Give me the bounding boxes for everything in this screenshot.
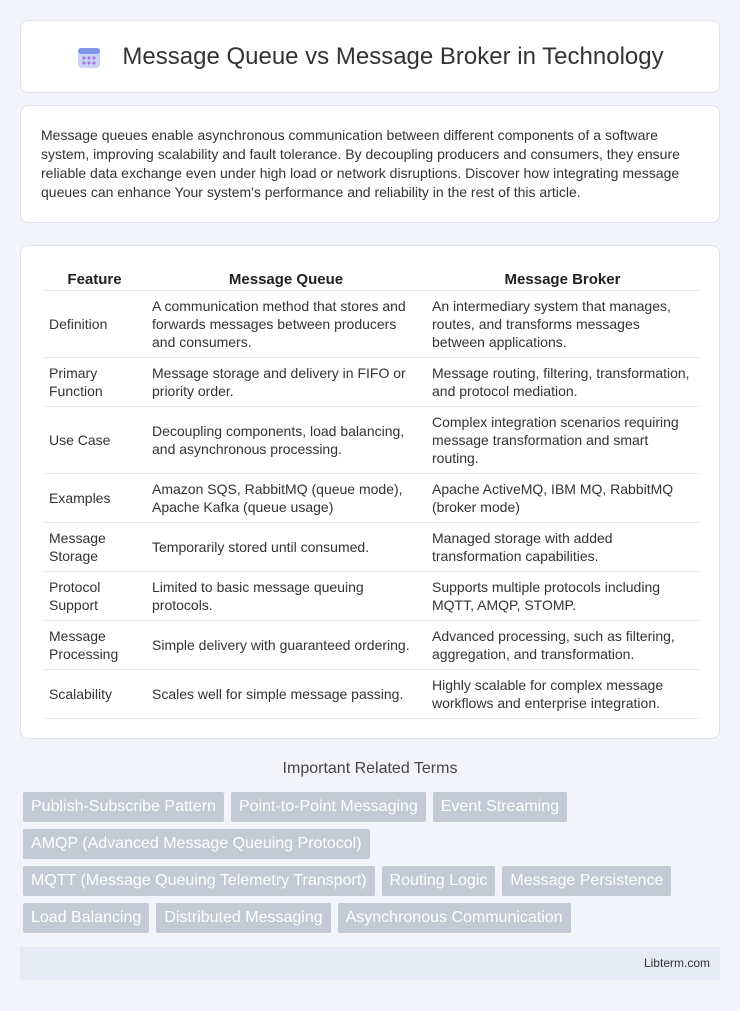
term-tag-amqp[interactable]: AMQP (Advanced Message Queuing Protocol) bbox=[23, 829, 370, 859]
term-tag-point-to-point[interactable]: Point-to-Point Messaging bbox=[231, 792, 426, 822]
broker-cell: Managed storage with added transformation capabilities. bbox=[426, 522, 699, 571]
feature-cell: Use Case bbox=[43, 406, 146, 473]
feature-cell: Message Storage bbox=[43, 522, 146, 571]
queue-cell: Scales well for simple message passing. bbox=[146, 669, 426, 718]
queue-cell: Decoupling components, load balancing, and asynchronous processing. bbox=[146, 406, 426, 473]
queue-cell: Limited to basic message queuing protocols. bbox=[146, 571, 426, 620]
table-row bbox=[43, 522, 699, 571]
related-terms bbox=[23, 792, 723, 940]
feature-cell: Scalability bbox=[43, 669, 146, 718]
comparison-card bbox=[20, 245, 720, 739]
table-row bbox=[43, 290, 699, 357]
table-row bbox=[43, 620, 699, 669]
table-row bbox=[43, 669, 699, 718]
queue-cell: Amazon SQS, RabbitMQ (queue mode), Apache Kafka (queue usage) bbox=[146, 473, 426, 522]
intro-text: Message queues enable asynchronous communication between different components of a software system, improving scalability and fault tolerance. By decoupling producers and consumers, they ensure reliable data exchange even under high load or network disruptions. Discover how integrating message queues can enhance Your system's performance and reliability in the rest of this article. bbox=[41, 127, 680, 200]
term-tag-publish-subscribe[interactable]: Publish-Subscribe Pattern bbox=[23, 792, 224, 822]
table-row bbox=[43, 571, 699, 620]
term-tag-event-streaming[interactable]: Event Streaming bbox=[433, 792, 567, 822]
broker-cell: An intermediary system that manages, routes, and transforms messages between applications. bbox=[426, 290, 699, 357]
comparison-table bbox=[43, 266, 699, 719]
column-header-message-queue: Message Queue bbox=[146, 266, 426, 290]
page-title: Message Queue vs Message Broker in Technology bbox=[122, 42, 664, 70]
term-tag-mqtt[interactable]: MQTT (Message Queuing Telemetry Transport) bbox=[23, 866, 375, 896]
related-terms-title: Important Related Terms bbox=[282, 760, 458, 777]
broker-cell: Message routing, filtering, transformation, and protocol mediation. bbox=[426, 357, 699, 406]
feature-cell: Message Processing bbox=[43, 620, 146, 669]
feature-cell: Primary Function bbox=[43, 357, 146, 406]
feature-cell: Definition bbox=[43, 290, 146, 357]
term-tag-distributed-messaging[interactable]: Distributed Messaging bbox=[156, 903, 330, 933]
feature-cell: Examples bbox=[43, 473, 146, 522]
table-row bbox=[43, 406, 699, 473]
broker-cell: Highly scalable for complex message workflows and enterprise integration. bbox=[426, 669, 699, 718]
queue-cell: Temporarily stored until consumed. bbox=[146, 522, 426, 571]
term-tag-asynchronous-communication[interactable]: Asynchronous Communication bbox=[338, 903, 571, 933]
footer-site-link[interactable]: Libterm.com bbox=[643, 956, 710, 970]
term-tag-load-balancing[interactable]: Load Balancing bbox=[23, 903, 149, 933]
table-header-row bbox=[43, 266, 699, 290]
table-row bbox=[43, 357, 699, 406]
queue-cell: Message storage and delivery in FIFO or priority order. bbox=[146, 357, 426, 406]
broker-cell: Supports multiple protocols including MQTT, AMQP, STOMP. bbox=[426, 571, 699, 620]
broker-cell: Advanced processing, such as filtering, aggregation, and transformation. bbox=[426, 620, 699, 669]
column-header-message-broker: Message Broker bbox=[426, 266, 699, 290]
intro-card bbox=[20, 105, 720, 223]
queue-cell: A communication method that stores and forwards messages between producers and consumers. bbox=[146, 290, 426, 357]
broker-cell: Apache ActiveMQ, IBM MQ, RabbitMQ (broker mode) bbox=[426, 473, 699, 522]
term-tag-routing-logic[interactable]: Routing Logic bbox=[382, 866, 496, 896]
calendar-icon bbox=[76, 44, 102, 70]
term-tag-message-persistence[interactable]: Message Persistence bbox=[502, 866, 671, 896]
feature-cell: Protocol Support bbox=[43, 571, 146, 620]
broker-cell: Complex integration scenarios requiring message transformation and smart routing. bbox=[426, 406, 699, 473]
page-header bbox=[20, 20, 720, 93]
queue-cell: Simple delivery with guaranteed ordering. bbox=[146, 620, 426, 669]
footer bbox=[20, 947, 720, 980]
table-row bbox=[43, 473, 699, 522]
column-header-feature: Feature bbox=[43, 266, 146, 290]
